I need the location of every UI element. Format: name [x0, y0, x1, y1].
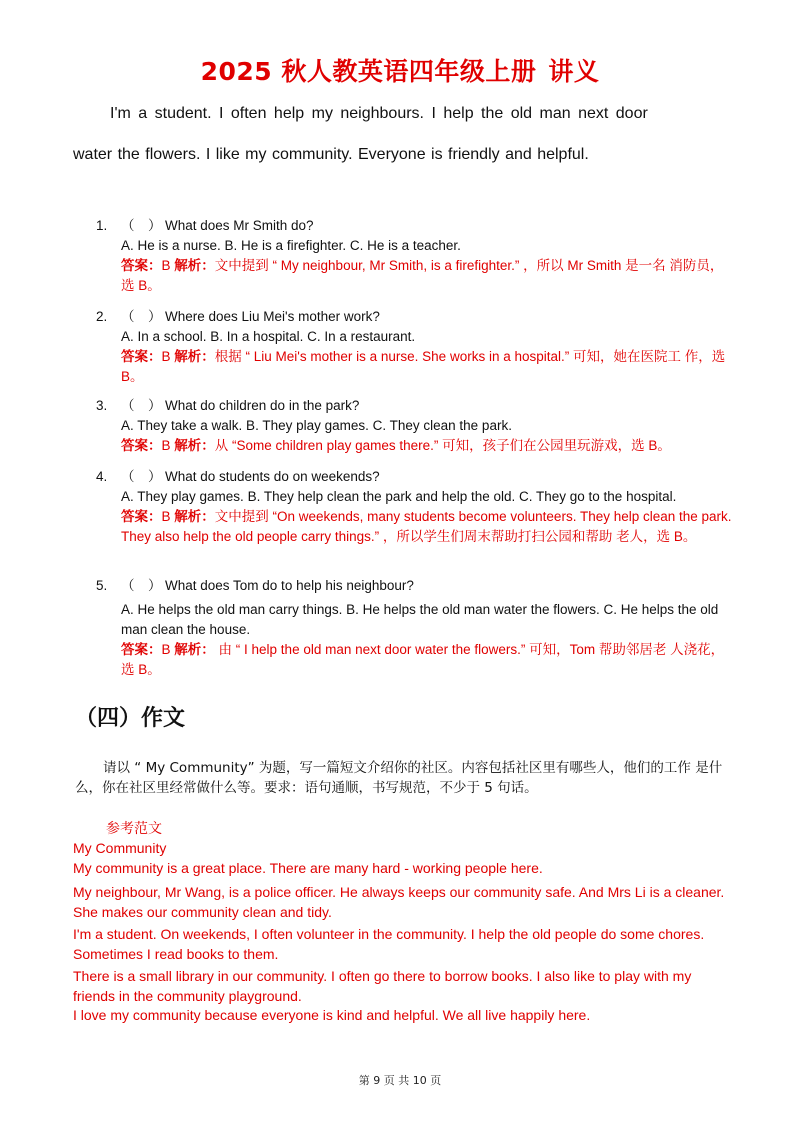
answer-blank: （ ）: [121, 398, 162, 413]
question-options: A. They take a walk. B. They play games. C. They clean the park.: [121, 418, 512, 433]
title-year: 2025: [200, 57, 273, 86]
answer-label: 答案：: [121, 642, 162, 657]
question-stem: [121, 307, 736, 327]
question-4: [96, 467, 736, 547]
question-stem: [121, 576, 736, 596]
question-number: 2.: [96, 309, 108, 324]
title-main: 秋人教英语四年级上册: [281, 57, 537, 86]
answer-value: B: [161, 349, 171, 364]
question-3: [96, 396, 736, 456]
question-options: A. He is a nurse. B. He is a firefighter. C. He is a teacher.: [121, 238, 461, 253]
stem-text: Where does Liu Mei's mother work?: [165, 309, 380, 324]
analysis-text: 从 “Some children play games there.” 可知，孩子们在公园里玩游戏，选 B。: [214, 438, 671, 453]
intro-line-2: water the flowers. I like my community. Everyone is friendly and helpful.: [73, 146, 589, 163]
question-number: 1.: [96, 218, 108, 233]
essay-paragraph-3: I'm a student. On weekends, I often volunteer in the community. I help the old people do some chores. Sometimes I read books to them.: [73, 926, 705, 962]
answer-analysis: [121, 347, 736, 387]
essay-paragraph-1: My community is a great place. There are many hard - working people here.: [73, 860, 543, 876]
question-number: 4.: [96, 469, 108, 484]
essay-paragraph-2: My neighbour, Mr Wang, is a police officer. He always keeps our community safe. And Mrs Li is a cleaner. She makes our community clean and tidy.: [73, 884, 725, 920]
essay-paragraph-5: I love my community because everyone is kind and helpful. We all live happily here.: [73, 1007, 591, 1023]
intro-line-1: I'm a student. I often help my neighbours. I help the old man next door: [110, 105, 648, 122]
analysis-label: 解析：: [174, 349, 215, 364]
question-stem: [121, 467, 736, 487]
answer-analysis: [121, 256, 736, 296]
page-footer: 第 9 页 共 10 页: [358, 1074, 442, 1087]
question-options: A. In a school. B. In a hospital. C. In a restaurant.: [121, 329, 416, 344]
answer-value: B: [161, 258, 171, 273]
page-title: [0, 52, 800, 88]
question-number: 5.: [96, 578, 108, 593]
question-stem: [121, 216, 736, 236]
question-stem: [121, 396, 736, 416]
title-tag: 讲义: [548, 57, 600, 86]
answer-analysis: [121, 507, 736, 547]
answer-blank: （ ）: [121, 218, 162, 233]
reference-label: 参考范文: [106, 821, 162, 837]
answer-analysis: [121, 640, 736, 680]
answer-label: 答案：: [121, 258, 162, 273]
analysis-text: 由 “ I help the old man next door water the flowers.” 可知，Tom 帮助邻居老 人浇花，选 B。: [121, 642, 725, 677]
answer-label: 答案：: [121, 509, 162, 524]
analysis-label: 解析：: [174, 509, 215, 524]
stem-text: What does Mr Smith do?: [165, 218, 314, 233]
answer-analysis: [121, 436, 736, 456]
answer-blank: （ ）: [121, 469, 162, 484]
stem-text: What do students do on weekends?: [165, 469, 380, 484]
stem-text: What does Tom do to help his neighbour?: [165, 578, 414, 593]
question-2: [96, 307, 736, 387]
question-options: A. He helps the old man carry things. B. He helps the old man water the flowers. C. He helps the old man clean the house.: [121, 602, 719, 637]
analysis-text: 文中提到 “ My neighbour, Mr Smith, is a firefighter.” ，所以 Mr Smith 是一名 消防员，选 B。: [121, 258, 724, 293]
question-1: [96, 216, 736, 296]
question-number: 3.: [96, 398, 108, 413]
question-options: A. They play games. B. They help clean the park and help the old. C. They go to the hospital.: [121, 489, 677, 504]
analysis-label: 解析：: [174, 642, 215, 657]
writing-prompt: 请以 “ My Community” 为题，写一篇短文介绍你的社区。内容包括社区里有哪些人，他们的工作 是什么，你在社区里经常做什么等。要求：语句通顺，书写规范，不少于 5 句话。: [75, 760, 723, 796]
analysis-text: 根据 “ Liu Mei's mother is a nurse. She works in a hospital.” 可知，她在医院工 作，选 B。: [121, 349, 726, 384]
section-heading: （四）作文: [75, 706, 186, 731]
analysis-label: 解析：: [174, 438, 215, 453]
answer-value: B: [161, 438, 171, 453]
answer-blank: （ ）: [121, 309, 162, 324]
essay-paragraph-4: There is a small library in our community. I often go there to borrow books. I also like to play with my friends in the community playground.: [73, 968, 692, 1004]
stem-text: What do children do in the park?: [165, 398, 360, 413]
answer-label: 答案：: [121, 438, 162, 453]
essay-title: My Community: [73, 840, 167, 856]
analysis-label: 解析：: [174, 258, 215, 273]
analysis-text: 文中提到 “On weekends, many students become volunteers. They help clean the park. They also help the old people carry things.” ，所以学生们周末帮助打扫公园和帮助 老人，选 B。: [121, 509, 732, 544]
answer-blank: （ ）: [121, 578, 162, 593]
answer-value: B: [161, 642, 171, 657]
answer-value: B: [161, 509, 171, 524]
question-5: [96, 576, 736, 680]
answer-label: 答案：: [121, 349, 162, 364]
